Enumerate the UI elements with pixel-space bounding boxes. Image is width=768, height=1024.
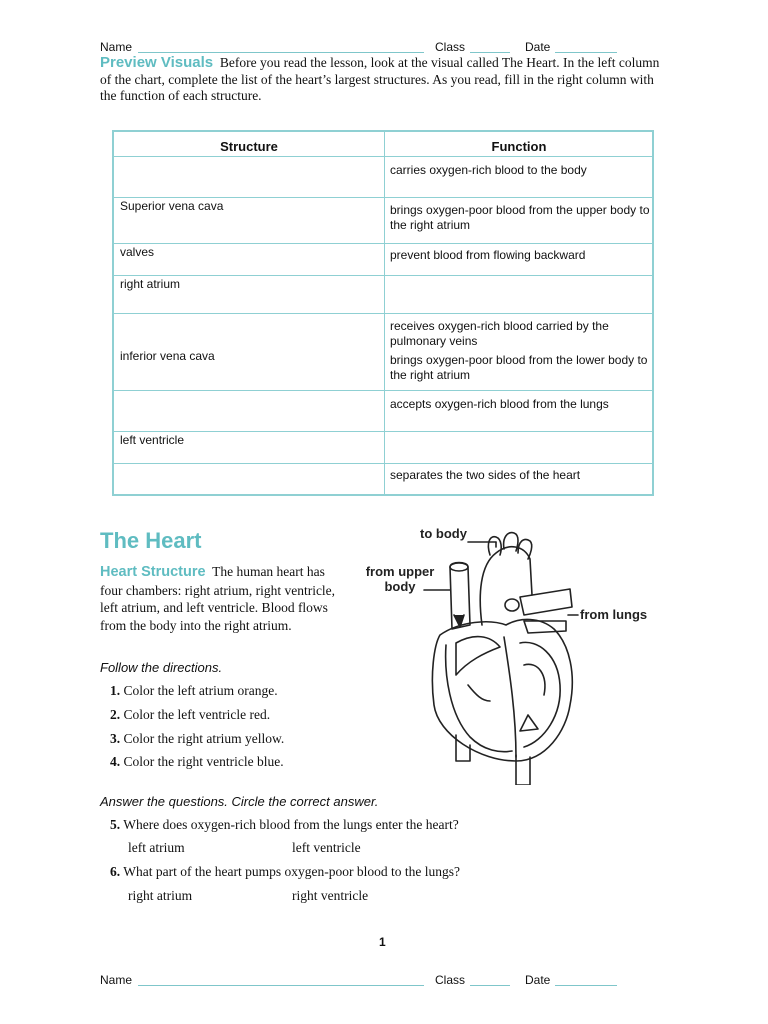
direction-item (110, 754, 284, 770)
answer-option-b[interactable]: right ventricle (292, 888, 369, 903)
table-cell-function[interactable]: receives oxygen-rich blood carried by the pulmonary veins (390, 319, 609, 348)
direction-number: 1. (110, 683, 121, 698)
label-from-lungs: from lungs (580, 607, 648, 622)
intro-paragraph (100, 55, 670, 105)
page-number: 1 (379, 935, 386, 949)
question-number: 5. (110, 817, 121, 832)
table-cell-structure[interactable]: left ventricle (120, 433, 185, 447)
name-blank[interactable] (138, 985, 424, 986)
directions-heading: Follow the directions. (100, 660, 223, 675)
intro-text: Before you read the lesson, look at the visual called The Heart. In the left column of the chart, complete the list of the heart’s largest structures. As you read, fill in the right column with the function of each structure. (100, 55, 660, 103)
name-label: Name (100, 973, 133, 987)
direction-item (110, 707, 270, 723)
class-label: Class (435, 973, 466, 987)
question-text: Where does oxygen-rich blood from the lungs enter the heart? (123, 817, 459, 832)
direction-text: Color the right ventricle blue. (123, 754, 284, 769)
heart-structure-heading: Heart Structure (100, 564, 206, 580)
direction-number: 2. (110, 707, 121, 722)
name-blank[interactable] (138, 52, 424, 53)
table-cell-function[interactable]: accepts oxygen-rich blood from the lungs (390, 397, 609, 411)
direction-item (110, 731, 284, 747)
date-label: Date (525, 40, 551, 54)
table-cell-structure[interactable]: Superior vena cava (120, 199, 224, 213)
answer-option-b[interactable]: left ventricle (292, 840, 361, 855)
label-from-upper-body-line2: body (384, 579, 416, 594)
question-text: What part of the heart pumps oxygen-poor blood to the lungs? (123, 864, 460, 879)
name-label: Name (100, 40, 133, 54)
questions-heading: Answer the questions. Circle the correct answer. (100, 794, 379, 809)
label-from-upper-body-line1: from upper (365, 564, 435, 579)
question-item (110, 817, 459, 833)
date-blank[interactable] (555, 52, 617, 53)
section-title: The Heart (100, 528, 202, 553)
structure-function-table (112, 130, 654, 496)
date-label: Date (525, 973, 551, 987)
heart-diagram (420, 525, 590, 785)
table-cell-function[interactable]: prevent blood from flowing backward (390, 248, 586, 262)
class-blank[interactable] (470, 985, 510, 986)
label-to-body: to body (420, 526, 467, 541)
answer-option-a[interactable]: left atrium (128, 840, 185, 855)
table-cell-structure[interactable]: valves (120, 245, 155, 259)
heart-structure-text: The human heart has four chambers: right atrium, right ventricle, left atrium, and left ventricle. Blood flows from the body into the right atrium. (100, 564, 336, 633)
function-column-header: Function (491, 139, 547, 154)
table-cell-function[interactable]: brings oxygen-poor blood from the lower body to the right atrium (390, 353, 648, 382)
direction-number: 4. (110, 754, 121, 769)
question-item (110, 864, 460, 880)
direction-text: Color the left atrium orange. (123, 683, 278, 698)
direction-text: Color the left ventricle red. (123, 707, 271, 722)
direction-item (110, 683, 278, 699)
class-blank[interactable] (470, 52, 510, 53)
direction-text: Color the right atrium yellow. (123, 731, 285, 746)
structure-column-header: Structure (220, 139, 278, 154)
table-cell-function[interactable]: brings oxygen-poor blood from the upper body to the right atrium (390, 203, 650, 232)
preview-visuals-heading: Preview Visuals (100, 54, 214, 71)
direction-number: 3. (110, 731, 121, 746)
table-cell-structure[interactable]: right atrium (120, 277, 181, 291)
table-cell-function[interactable]: separates the two sides of the heart (390, 468, 581, 482)
table-cell-function[interactable]: carries oxygen-rich blood to the body (390, 163, 587, 177)
class-label: Class (435, 40, 466, 54)
table-cell-structure[interactable]: inferior vena cava (120, 349, 215, 363)
date-blank[interactable] (555, 985, 617, 986)
question-number: 6. (110, 864, 121, 879)
heart-structure-paragraph (100, 563, 340, 634)
answer-option-a[interactable]: right atrium (128, 888, 193, 903)
